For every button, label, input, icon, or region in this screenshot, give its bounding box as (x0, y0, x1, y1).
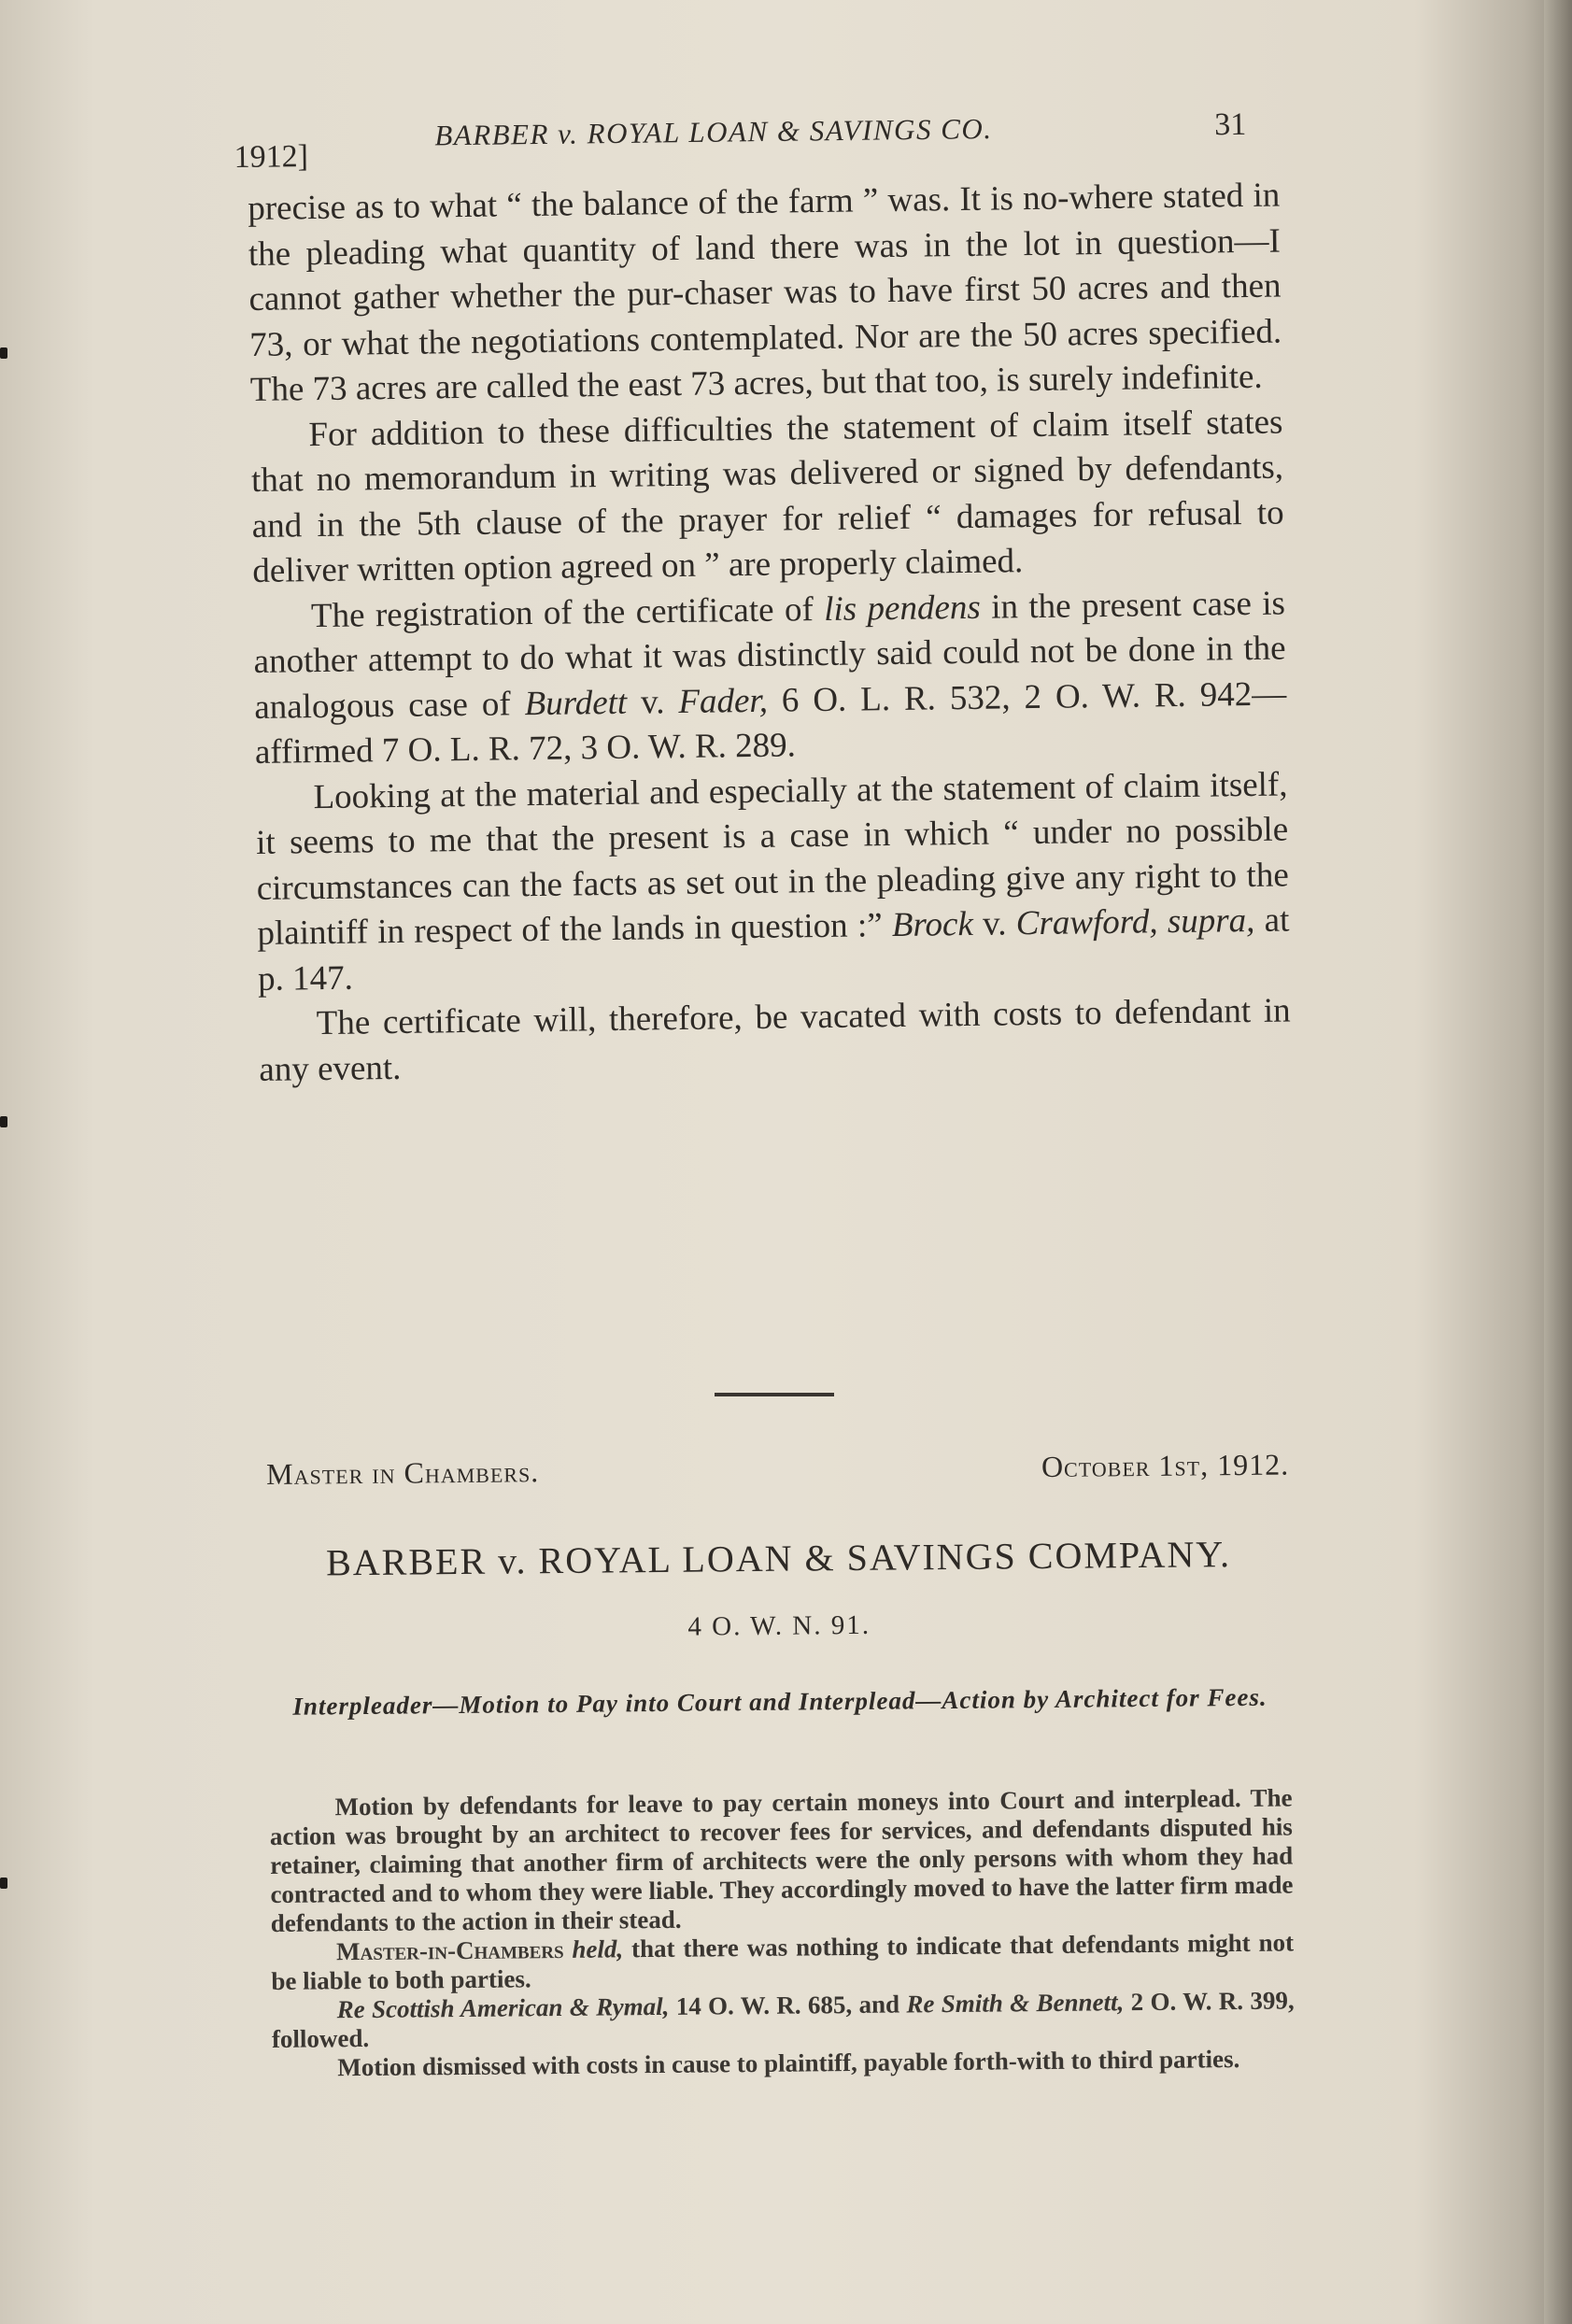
margin-ink-mark (0, 347, 7, 359)
judgment-text (248, 174, 1292, 1093)
paragraph-5: The certificate will, therefore, be vacated with costs to defendant in any event. (259, 991, 1291, 1089)
syllabus-para-2: Master-in-Chambers held, that there was nothing to indicate that defendants might not be liable to both parties. (271, 1928, 1295, 1995)
case-title: BARBER v. ROYAL LOAN & SAVINGS COMPANY. (325, 1533, 1232, 1584)
case-name-crawford: Crawford, supra, (1015, 900, 1255, 943)
case-name-burdett: Burdett (524, 683, 628, 723)
paragraph-2: For addition to these difficulties the statement of claim itself states that no memorandum in writing was delivered or signed by defendants, and in the 5th clause of the prayer for relief “ damages for refusal to deliver written option agreed on ” are properly claimed. (250, 403, 1284, 590)
paragraph-1: precise as to what “ the balance of the farm ” was. It is no-where stated in the pleading what quantity of land there was in the lot in question—I cannot gather whether the pur-chaser was to have first 50 acres and then 73, or what the negotiations contemplated. Nor are the 50 acres specified. The 73 acres are called the east 73 acres, but that too, is surely indefinite. (248, 176, 1282, 409)
paragraph-4: Looking at the material and especially at the statement of claim itself, it seems to me that the present is a case in which “ under no possible circumstances can the facts as set out in the pleading give any right to the plaintiff in respect of the lands in question :” Brock v. Crawford, supra, at p. 147. (255, 764, 1290, 999)
page-gutter-shadow (1544, 0, 1572, 2324)
section-divider (715, 1393, 834, 1396)
syllabus-para-3: Re Scottish American & Rymal, 14 O. W. R. 685, and Re Smith & Bennett, 2 O. W. R. 399, followed. (271, 1986, 1295, 2053)
running-header (234, 100, 1262, 175)
case-report (266, 1447, 1312, 2324)
lis-pendens-term: lis pendens (823, 588, 982, 629)
syllabus (269, 1783, 1295, 2082)
margin-ink-mark (0, 1116, 7, 1127)
case-citation: 4 O. W. N. 91. (687, 1609, 871, 1642)
header-running-title: BARBER v. ROYAL LOAN & SAVINGS CO. (434, 112, 993, 152)
case-name-brock: Brock (891, 904, 974, 945)
court-line (266, 1447, 1290, 1491)
headnote: Interpleader—Motion to Pay into Court and Interplead—Action by Architect for Fees. (292, 1682, 1268, 1721)
syllabus-para-1: Motion by defendants for leave to pay certain moneys into Court and interplead. The action was brought by an architect to recover fees for services, and defendants disputed his retainer, claiming that another firm of architects were the only persons with whom they had contracted and to whom they were liable. They accordingly moved to have the latter firm made defendants to the action in their stead. (269, 1783, 1294, 1937)
margin-ink-mark (0, 1878, 7, 1889)
header-year: 1912] (234, 139, 309, 175)
header-page-number: 31 (1214, 106, 1247, 143)
paragraph-3: The registration of the certificate of lis pendens in the present case is another attempt to do what it was distinctly said could not be done in the analogous case of Burdett v. Fader, 6 O. L. R. 532, 2 O. W. R. 942—affirmed 7 O. L. R. 72, 3 O. W. R. 289. (253, 583, 1287, 772)
decision-date: October 1st, 1912. (1041, 1447, 1290, 1484)
case-name-fader: Fader, (678, 681, 769, 721)
syllabus-para-4: Motion dismissed with costs in cause to plaintiff, payable forth-with to third parties. (337, 2045, 1240, 2082)
court-name: Master in Chambers. (266, 1454, 540, 1491)
